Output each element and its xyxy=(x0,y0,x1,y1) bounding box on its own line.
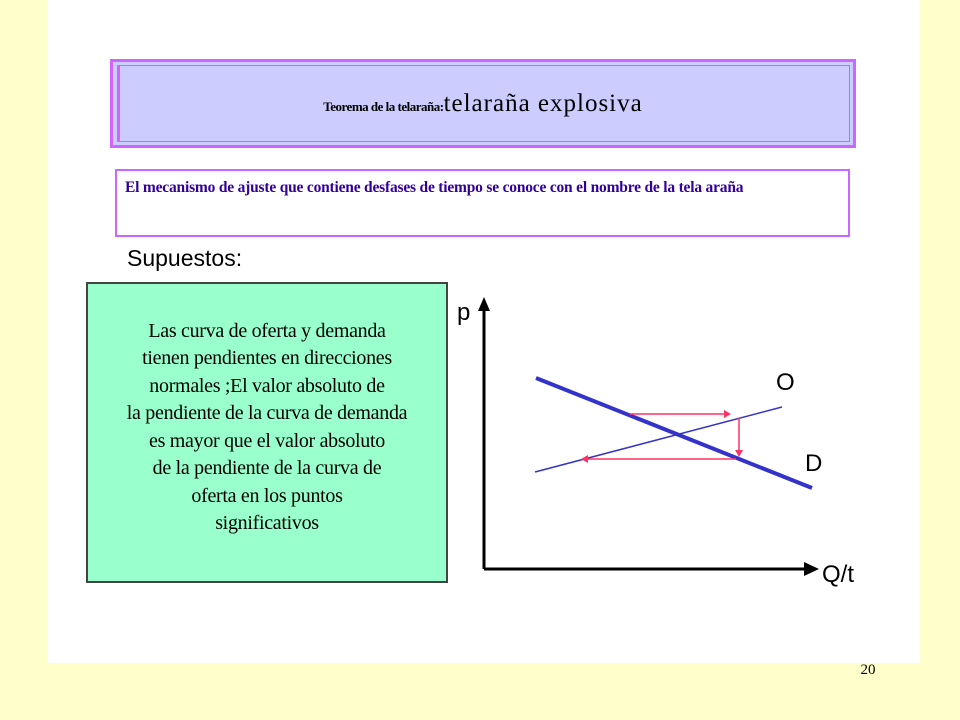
page-number: 20 xyxy=(860,662,876,678)
supply-label: O xyxy=(776,369,795,396)
cobweb-arrowhead xyxy=(581,455,588,463)
cobweb-arrowhead xyxy=(724,410,731,418)
y-axis-arrow xyxy=(478,297,490,311)
axes xyxy=(478,297,819,576)
assumption-line: tienen pendientes en direcciones xyxy=(142,347,392,369)
y-axis-label: p xyxy=(457,299,471,326)
demand-label: D xyxy=(805,450,823,477)
x-axis-label: Q/t xyxy=(822,561,855,588)
x-axis-arrow xyxy=(804,562,819,576)
assumption-line: Las curva de oferta y demanda xyxy=(148,319,386,342)
assumption-line: significativos xyxy=(215,512,319,534)
title-prefix: Teorema de la telaraña: xyxy=(323,99,444,114)
title-main: telaraña explosiva xyxy=(443,90,643,117)
definition-text: El mecanismo de ajuste que contiene desfases de tiempo se conoce con el nombre de la tela araña xyxy=(125,179,744,196)
cobweb-path xyxy=(581,410,743,463)
assumption-line: oferta en los puntos xyxy=(191,484,343,507)
assumption-line: es mayor que el valor absoluto xyxy=(149,429,385,452)
assumption-line: de la pendiente de la curva de xyxy=(152,457,382,479)
demand-curve xyxy=(536,378,812,488)
assumptions-heading: Supuestos: xyxy=(127,245,243,271)
assumption-line: la pendiente de la curva de demanda xyxy=(126,402,408,424)
assumption-line: normales ;El valor absoluto de xyxy=(149,374,385,397)
